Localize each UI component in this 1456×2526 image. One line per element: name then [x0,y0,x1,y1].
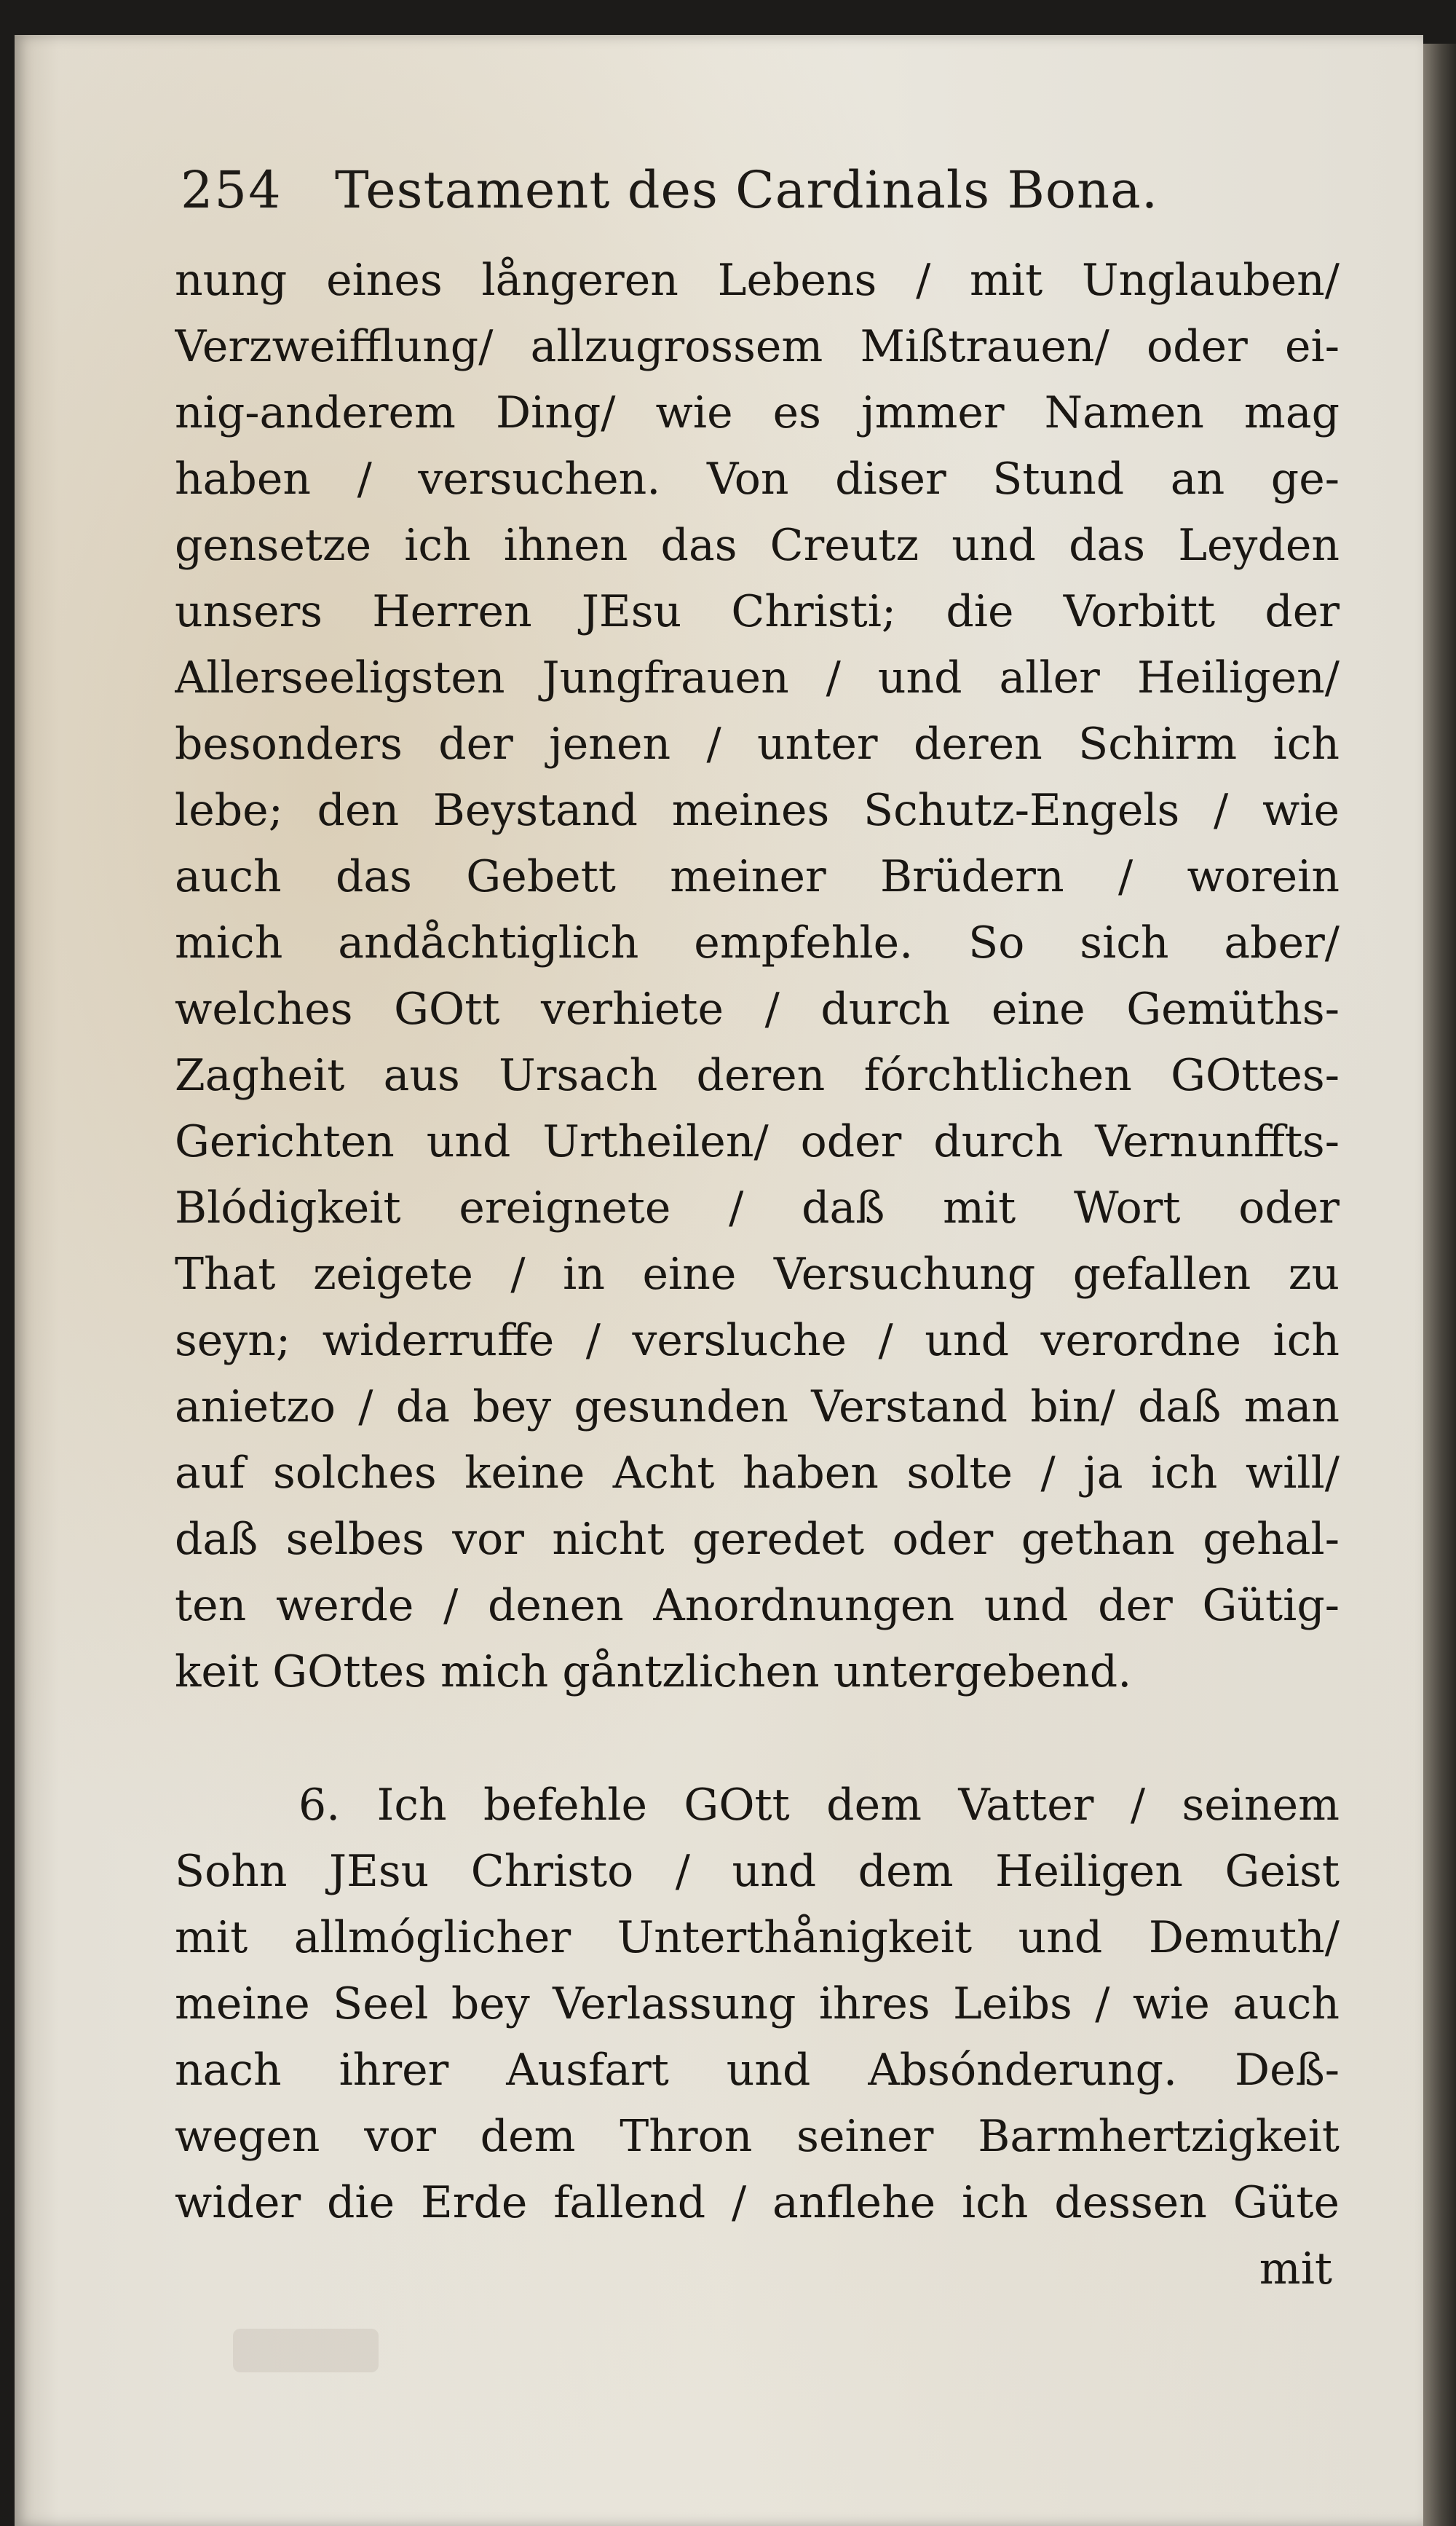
text-line: auf solches keine Acht haben solte / ja ich will/ [175,1448,1340,1499]
text-line: unsers Herren JEsu Christi; die Vorbitt der [175,586,1340,637]
text-line: wider die Erde fallend / anflehe ich dessen Güte [175,2177,1340,2228]
text-line: keit GOttes mich gåntzlichen untergebend. [175,1646,1132,1697]
body-text [175,248,1340,2302]
text-line: seyn; widerruffe / versluche / und verordne ich [175,1315,1340,1366]
catchword: mit [1259,2243,1332,2294]
text-line: welches GOtt verhiete / durch eine Gemüths- [175,984,1340,1035]
text-line: Zagheit aus Ursach deren fórchtlichen GOttes- [175,1050,1340,1101]
page-edge [1420,44,1456,2526]
text-line: wegen vor dem Thron seiner Barmhertzigkeit [175,2111,1340,2162]
text-line: haben / versuchen. Von diser Stund an ge- [175,454,1340,505]
text-line: daß selbes vor nicht geredet oder gethan gehal- [175,1514,1340,1565]
text-line: Blódigkeit ereignete / daß mit Wort oder [175,1183,1340,1234]
text-line: nach ihrer Ausfart und Absónderung. Deß- [175,2045,1340,2096]
text-line: lebe; den Beystand meines Schutz-Engels / wie [175,785,1340,836]
page-header [160,160,1252,226]
text-line: 6. Ich befehle GOtt dem Vatter / seinem [298,1780,1340,1831]
text-line: anietzo / da bey gesunden Verstand bin/ daß man [175,1381,1340,1432]
text-line: mich andåchtiglich empfehle. So sich aber/ [175,917,1340,968]
text-line: nig-anderem Ding/ wie es jmmer Namen mag [175,387,1340,438]
text-line: Allerseeligsten Jungfrauen / und aller Heiligen/ [175,652,1340,703]
text-line: mit allmóglicher Unterthånigkeit und Demuth/ [175,1912,1340,1963]
paragraph-gap [175,1705,1340,1772]
text-line: Sohn JEsu Christo / und dem Heiligen Geist [175,1846,1340,1897]
ink-bleed-through [233,2329,379,2372]
page-number: 254 [181,160,282,220]
text-line: That zeigete / in eine Versuchung gefallen zu [175,1249,1340,1300]
text-line: Gerichten und Urtheilen/ oder durch Vernunffts- [175,1116,1340,1167]
text-line: ten werde / denen Anordnungen und der Gütig- [175,1580,1340,1631]
text-line: nung eines långeren Lebens / mit Unglauben/ [175,255,1340,306]
text-line: meine Seel bey Verlassung ihres Leibs / wie auch [175,1978,1340,2029]
text-line: gensetze ich ihnen das Creutz und das Leyden [175,520,1340,571]
running-title: Testament des Cardinals Bona. [335,160,1159,220]
text-line: auch das Gebett meiner Brüdern / worein [175,851,1340,902]
text-line: Verzweifflung/ allzugrossem Mißtrauen/ oder ei- [175,321,1340,372]
text-line: besonders der jenen / unter deren Schirm ich [175,719,1340,770]
